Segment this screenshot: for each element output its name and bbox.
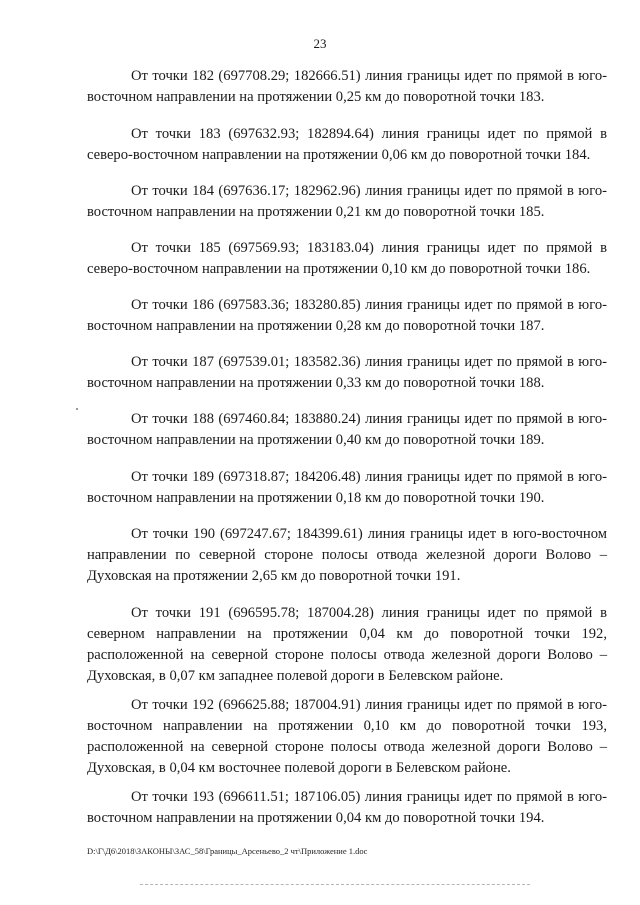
- page-number: 23: [313, 36, 327, 51]
- paragraph-point-193: От точки 193 (696611.51; 187106.05) линия границы идет по прямой в юго-восточном направлении на протяжении 0,04 км до поворотной точки 194.: [87, 789, 607, 826]
- footer-file-path: D:\Г\Д6\2018\ЗАКОНЫ\ЗАС_58\Границы_Арсеньево_2 чт\Приложение 1.doc: [87, 846, 368, 856]
- scan-artifact-dot: [76, 408, 78, 410]
- scan-artifact-line: [140, 884, 530, 885]
- paragraph-point-188: От точки 188 (697460.84; 183880.24) линия границы идет по прямой в юго-восточном направлении на протяжении 0,40 км до поворотной точки 189.: [87, 411, 607, 448]
- paragraph-point-182: От точки 182 (697708.29; 182666.51) линия границы идет по прямой в юго-восточном направлении на протяжении 0,25 км до поворотной точки 183.: [87, 68, 607, 105]
- paragraph-point-192: От точки 192 (696625.88; 187004.91) линия границы идет по прямой в юго-восточном направлении на протяжении 0,10 км до поворотной точки 193, расположенной на северной стороне полосы отвода железной дороги Волово – Духовская, в 0,04 км восточнее полевой дороги в Белевском районе.: [87, 697, 607, 776]
- paragraph-point-185: От точки 185 (697569.93; 183183.04) линия границы идет по прямой в северо-восточном направлении на протяжении 0,10 км до поворотной точки 186.: [87, 240, 607, 277]
- paragraph-point-190: От точки 190 (697247.67; 184399.61) линия границы идет в юго-восточном направлении по северной стороне полосы отвода железной дороги Волово – Духовская на протяжении 2,65 км до поворотной точки 191.: [87, 526, 607, 584]
- paragraph-point-186: От точки 186 (697583.36; 183280.85) линия границы идет по прямой в юго-восточном направлении на протяжении 0,28 км до поворотной точки 187.: [87, 297, 607, 334]
- paragraph-point-189: От точки 189 (697318.87; 184206.48) линия границы идет по прямой в юго-восточном направлении на протяжении 0,18 км до поворотной точки 190.: [87, 469, 607, 506]
- paragraph-point-183: От точки 183 (697632.93; 182894.64) линия границы идет по прямой в северо-восточном направлении на протяжении 0,06 км до поворотной точки 184.: [87, 126, 607, 163]
- paragraph-point-191: От точки 191 (696595.78; 187004.28) линия границы идет по прямой в северном направлении на протяжении 0,04 км до поворотной точки 192, расположенной на северной стороне полосы отвода железной дороги Волово – Духовская, в 0,07 км западнее полевой дороги в Белевском районе.: [87, 605, 607, 684]
- paragraph-point-187: От точки 187 (697539.01; 183582.36) линия границы идет по прямой в юго-восточном направлении на протяжении 0,33 км до поворотной точки 188.: [87, 354, 607, 391]
- paragraph-point-184: От точки 184 (697636.17; 182962.96) линия границы идет по прямой в юго-восточном направлении на протяжении 0,21 км до поворотной точки 185.: [87, 183, 607, 220]
